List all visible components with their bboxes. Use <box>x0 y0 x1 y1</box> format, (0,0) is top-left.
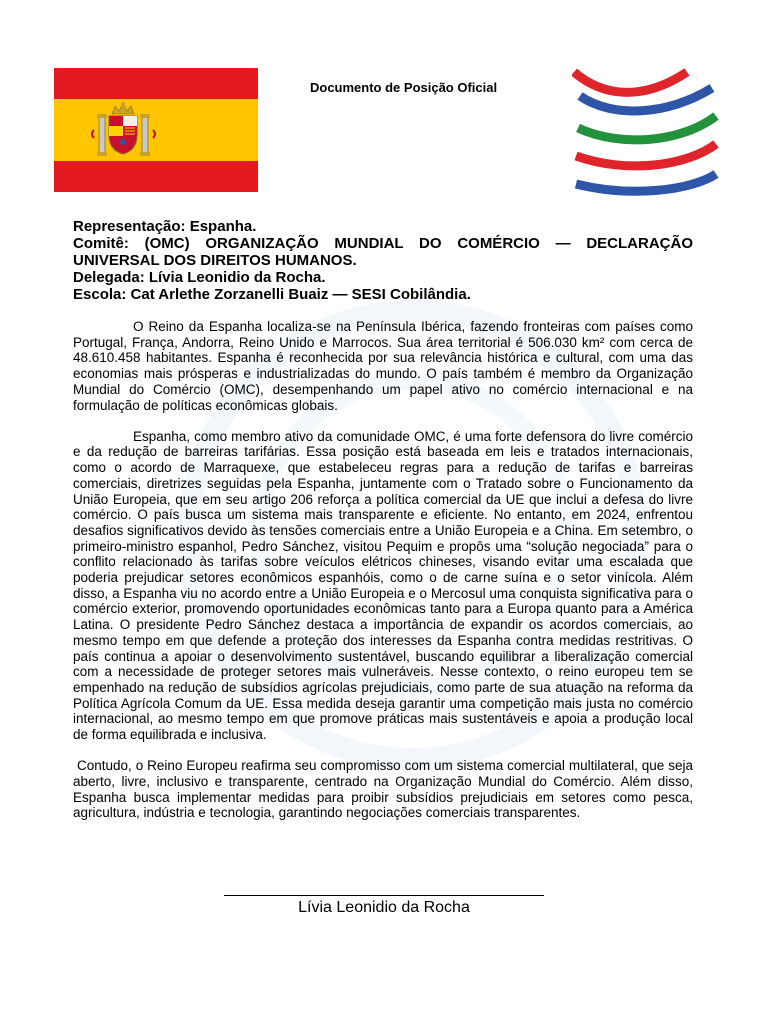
document-body <box>73 319 693 821</box>
wto-logo-icon <box>572 66 722 202</box>
spain-flag-icon <box>54 68 258 192</box>
paragraph-position: Espanha, como membro ativo da comunidade OMC, é uma forte defensora do livre comércio e da redução de barreiras tarifárias. Essa posição está baseada em leis e tratados internacionais, como o acordo de Marraquexe, que estabeleceu regras para a redução de tarifas e barreiras comerciais, diretrizes seguidas pela Espanha, juntamente com o Tratado sobre o Funcionamento da União Europeia, que em seu artigo 206 reforça a política comercial da UE que inclui a defesa do livre comércio. O país busca um sistema mais transparente e eficiente. No entanto, em 2024, enfrentou desafios significativos devido às tensões comerciais entre a União Europeia e a China. Em setembro, o primeiro-ministro espanhol, Pedro Sánchez, visitou Pequim e propôs uma “solução negociada” para o conflito relacionado às tarifas sobre veículos elétricos chineses, visando evitar uma escalada que poderia prejudicar setores econômicos espanhóis, como o de carne suína e o setor vinícola. Além disso, a Espanha viu no acordo entre a União Europeia e o Mercosul uma conquista significativa para o comércio exterior, promovendo oportunidades econômicas tanto para a Europa quanto para a América Latina. O presidente Pedro Sánchez destaca a importância de expandir os acordos comerciais, ao mesmo tempo em que defende a proteção dos interesses da Espanha contra medidas restritivas. O país continua a apoiar o desenvolvimento sustentável, buscando equilibrar a liberalização comercial com a necessidade de proteger setores mais vulneráveis. Nesse contexto, o reino europeu tem se empenhado na redução de subsídios agrícolas prejudiciais, como parte de sua atuação na reforma da Política Agrícola Comum da UE. Essa medida deseja garantir uma competição mais justa no comércio internacional, ao mesmo tempo em que promove práticas mais sustentáveis e apoia a produção local de forma equilibrada e inclusiva. <box>73 428 693 743</box>
signature-name: Lívia Leonidio da Rocha <box>298 899 470 916</box>
escola-line: Escola: Cat Arlethe Zorzanelli Buaiz — SESI Cobilândia. <box>73 286 471 303</box>
paragraph-conclusion: Contudo, o Reino Europeu reafirma seu compromisso com um sistema comercial multilateral, que seja aberto, livre, inclusivo e transparente, centrado na Organização Mundial do Comércio. Além disso, Espanha busca implementar medidas para proibir subsídios prejudiciais em setores como pesca, agricultura, indústria e tecnologia, garantindo negociações comerciais transparentes. <box>73 758 693 821</box>
document-header <box>73 218 693 303</box>
comite-line: Comitê: (OMC) ORGANIZAÇÃO MUNDIAL DO COMÉRCIO — DECLARAÇÃO UNIVERSAL DOS DIREITOS HUMANOS. <box>73 235 693 269</box>
document-title: Documento de Posição Oficial <box>310 80 498 95</box>
delegada-line: Delegada: Lívia Leonidio da Rocha. <box>73 269 326 286</box>
representacao-line: Representação: Espanha. <box>73 218 257 235</box>
signature-line <box>224 895 544 896</box>
paragraph-intro: O Reino da Espanha localiza-se na Península Ibérica, fazendo fronteiras com países como Portugal, França, Andorra, Reino Unido e Marrocos. Sua área territorial é 506.030 km² com cerca de 48.610.458 habitantes. Espanha é reconhecida por sua relevância histórica e cultural, com uma das economias mais prósperas e industrializadas do mundo. O país também é membro da Organização Mundial do Comércio (OMC), desempenhando um papel ativo no comércio internacional e na formulação de políticas econômicas globais. <box>73 319 693 413</box>
